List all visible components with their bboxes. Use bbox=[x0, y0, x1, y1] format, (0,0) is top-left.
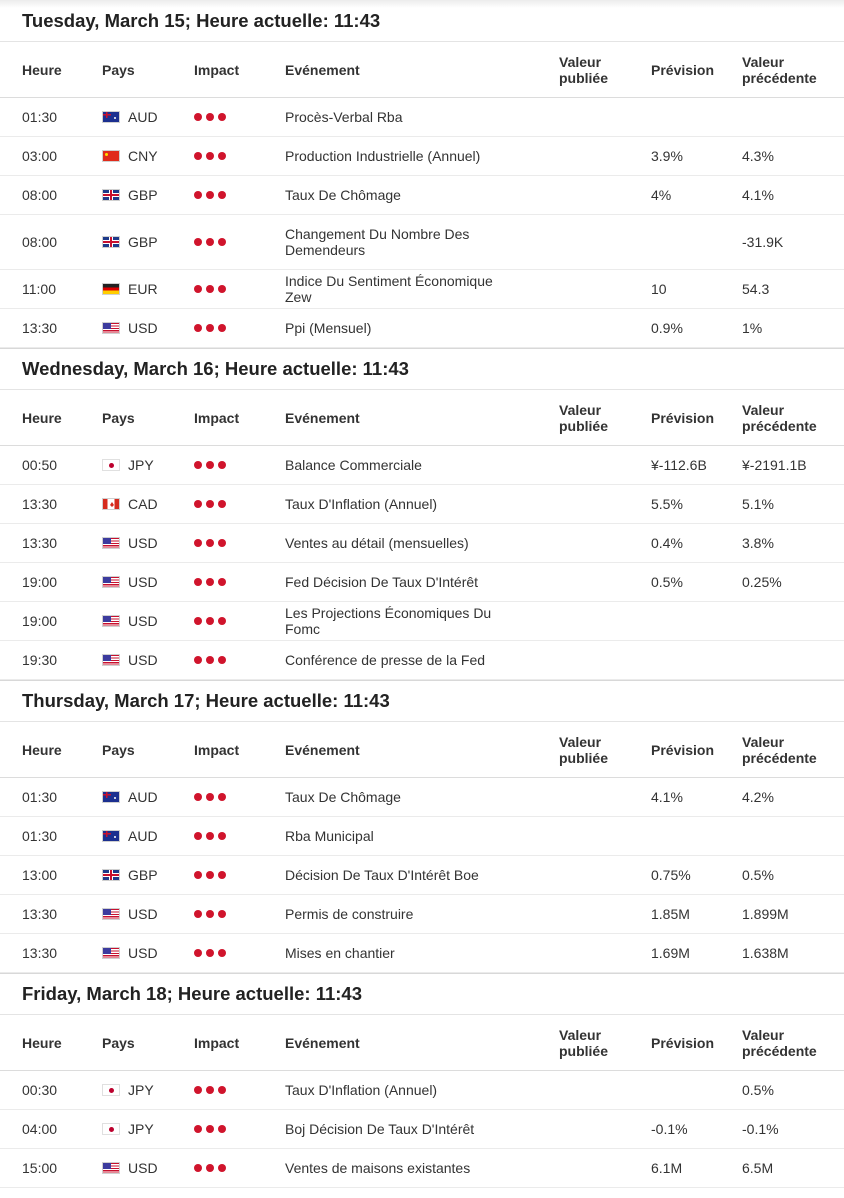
event-previous: 4.2% bbox=[742, 789, 774, 805]
event-time: 13:30 bbox=[22, 320, 58, 336]
col-forecast-header: Prévision bbox=[651, 741, 715, 758]
impact-dot-icon bbox=[218, 1125, 226, 1133]
event-row[interactable] bbox=[0, 485, 844, 524]
event-previous: 0.5% bbox=[742, 867, 774, 883]
impact-dot-icon bbox=[194, 949, 202, 957]
event-previous: 4.1% bbox=[742, 187, 774, 203]
impact-dot-icon bbox=[194, 500, 202, 508]
event-forecast: 4% bbox=[651, 187, 672, 203]
country-flag-icon bbox=[102, 791, 120, 803]
col-time-header: Heure bbox=[22, 409, 62, 426]
event-previous: ¥-2191.1B bbox=[742, 457, 807, 473]
impact-dot-icon bbox=[194, 539, 202, 547]
day-header: Tuesday, March 15; Heure actuelle: 11:43 bbox=[0, 0, 844, 42]
col-event-header: Evénement bbox=[285, 741, 360, 758]
impact-dot-icon bbox=[206, 461, 214, 469]
day-section bbox=[0, 680, 844, 973]
currency-code: GBP bbox=[128, 187, 158, 203]
event-row[interactable] bbox=[0, 1071, 844, 1110]
country-flag-icon bbox=[102, 1084, 120, 1096]
event-country bbox=[102, 1082, 154, 1098]
currency-code: USD bbox=[128, 652, 158, 668]
impact-dot-icon bbox=[206, 324, 214, 332]
impact-indicator bbox=[194, 191, 230, 199]
country-flag-icon bbox=[102, 654, 120, 666]
impact-dot-icon bbox=[218, 324, 226, 332]
impact-dot-icon bbox=[206, 871, 214, 879]
event-time: 04:00 bbox=[22, 1121, 58, 1137]
event-name[interactable]: Mises en chantier bbox=[285, 945, 395, 961]
event-row[interactable] bbox=[0, 817, 844, 856]
impact-dot-icon bbox=[218, 285, 226, 293]
country-flag-icon bbox=[102, 322, 120, 334]
event-previous: 0.25% bbox=[742, 574, 782, 590]
event-name[interactable]: Procès-Verbal Rba bbox=[285, 109, 403, 125]
event-name[interactable]: Taux De Chômage bbox=[285, 789, 401, 805]
event-row[interactable] bbox=[0, 895, 844, 934]
impact-dot-icon bbox=[194, 832, 202, 840]
currency-code: JPY bbox=[128, 1082, 154, 1098]
country-flag-icon bbox=[102, 189, 120, 201]
impact-dot-icon bbox=[194, 324, 202, 332]
event-name[interactable]: Les Projections Économiques Du Fomc bbox=[285, 605, 492, 637]
country-flag-icon bbox=[102, 537, 120, 549]
day-section bbox=[0, 973, 844, 1188]
impact-dot-icon bbox=[218, 832, 226, 840]
col-time-header: Heure bbox=[22, 1034, 62, 1051]
currency-code: EUR bbox=[128, 281, 158, 297]
col-actual-header: Valeur publiée bbox=[559, 53, 609, 86]
impact-dot-icon bbox=[194, 1164, 202, 1172]
event-country bbox=[102, 789, 158, 805]
event-rows bbox=[0, 446, 844, 680]
impact-indicator bbox=[194, 500, 230, 508]
event-time: 13:30 bbox=[22, 906, 58, 922]
impact-dot-icon bbox=[218, 500, 226, 508]
currency-code: USD bbox=[128, 320, 158, 336]
impact-indicator bbox=[194, 656, 230, 664]
country-flag-icon bbox=[102, 1162, 120, 1174]
currency-code: USD bbox=[128, 535, 158, 551]
col-event-header: Evénement bbox=[285, 409, 360, 426]
event-forecast: 1.85M bbox=[651, 906, 690, 922]
col-country-header: Pays bbox=[102, 61, 135, 78]
impact-dot-icon bbox=[194, 910, 202, 918]
country-flag-icon bbox=[102, 947, 120, 959]
day-header: Thursday, March 17; Heure actuelle: 11:43 bbox=[0, 680, 844, 722]
event-country bbox=[102, 652, 158, 668]
impact-indicator bbox=[194, 324, 230, 332]
event-country bbox=[102, 906, 158, 922]
currency-code: USD bbox=[128, 945, 158, 961]
event-row[interactable] bbox=[0, 137, 844, 176]
event-forecast: 3.9% bbox=[651, 148, 683, 164]
impact-dot-icon bbox=[218, 152, 226, 160]
event-country bbox=[102, 234, 158, 250]
country-flag-icon bbox=[102, 830, 120, 842]
currency-code: CNY bbox=[128, 148, 158, 164]
event-row[interactable] bbox=[0, 1110, 844, 1149]
impact-dot-icon bbox=[206, 539, 214, 547]
event-name[interactable]: Taux D'Inflation (Annuel) bbox=[285, 496, 438, 512]
event-forecast: 1.69M bbox=[651, 945, 690, 961]
event-rows bbox=[0, 778, 844, 973]
impact-dot-icon bbox=[218, 113, 226, 121]
currency-code: USD bbox=[128, 574, 158, 590]
event-previous: 1.638M bbox=[742, 945, 789, 961]
country-flag-icon bbox=[102, 283, 120, 295]
impact-dot-icon bbox=[206, 578, 214, 586]
col-impact-header: Impact bbox=[194, 1034, 240, 1051]
impact-dot-icon bbox=[194, 1125, 202, 1133]
event-row[interactable] bbox=[0, 778, 844, 817]
col-actual-header: Valeur publiée bbox=[559, 1026, 609, 1059]
impact-dot-icon bbox=[194, 656, 202, 664]
impact-indicator bbox=[194, 832, 230, 840]
currency-code: JPY bbox=[128, 1121, 154, 1137]
event-country bbox=[102, 1160, 158, 1176]
impact-dot-icon bbox=[218, 461, 226, 469]
impact-dot-icon bbox=[206, 285, 214, 293]
day-section bbox=[0, 0, 844, 348]
event-time: 19:00 bbox=[22, 613, 58, 629]
event-forecast: -0.1% bbox=[651, 1121, 688, 1137]
event-row[interactable] bbox=[0, 1149, 844, 1188]
event-time: 01:30 bbox=[22, 828, 58, 844]
event-name[interactable]: Production Industrielle (Annuel) bbox=[285, 148, 481, 164]
event-forecast: 10 bbox=[651, 281, 667, 297]
currency-code: GBP bbox=[128, 234, 158, 250]
impact-dot-icon bbox=[218, 539, 226, 547]
event-time: 08:00 bbox=[22, 234, 58, 250]
event-row[interactable] bbox=[0, 563, 844, 602]
col-actual-header: Valeur publiée bbox=[559, 733, 609, 766]
event-country bbox=[102, 1121, 154, 1137]
event-country bbox=[102, 281, 158, 297]
impact-indicator bbox=[194, 1086, 230, 1094]
impact-dot-icon bbox=[206, 617, 214, 625]
event-previous: 4.3% bbox=[742, 148, 774, 164]
event-previous: 1.899M bbox=[742, 906, 789, 922]
event-time: 00:50 bbox=[22, 457, 58, 473]
event-time: 03:00 bbox=[22, 148, 58, 164]
event-time: 13:30 bbox=[22, 945, 58, 961]
impact-dot-icon bbox=[206, 191, 214, 199]
impact-dot-icon bbox=[218, 1164, 226, 1172]
event-time: 13:00 bbox=[22, 867, 58, 883]
event-row[interactable] bbox=[0, 856, 844, 895]
column-header-row bbox=[0, 1015, 844, 1071]
event-name[interactable]: Fed Décision De Taux D'Intérêt bbox=[285, 574, 479, 590]
event-row[interactable] bbox=[0, 309, 844, 348]
event-country bbox=[102, 320, 158, 336]
impact-dot-icon bbox=[206, 910, 214, 918]
day-header: Wednesday, March 16; Heure actuelle: 11:43 bbox=[0, 348, 844, 390]
currency-code: AUD bbox=[128, 828, 158, 844]
event-previous: 0.5% bbox=[742, 1082, 774, 1098]
impact-dot-icon bbox=[194, 113, 202, 121]
impact-dot-icon bbox=[194, 285, 202, 293]
col-forecast-header: Prévision bbox=[651, 409, 715, 426]
event-forecast: 5.5% bbox=[651, 496, 683, 512]
impact-dot-icon bbox=[218, 949, 226, 957]
impact-indicator bbox=[194, 910, 230, 918]
event-time: 11:00 bbox=[22, 281, 56, 297]
col-event-header: Evénement bbox=[285, 61, 360, 78]
event-row[interactable] bbox=[0, 602, 844, 641]
impact-dot-icon bbox=[218, 578, 226, 586]
column-header-row bbox=[0, 390, 844, 446]
impact-dot-icon bbox=[194, 871, 202, 879]
impact-indicator bbox=[194, 113, 230, 121]
event-previous: 6.5M bbox=[742, 1160, 774, 1176]
currency-code: AUD bbox=[128, 109, 158, 125]
impact-dot-icon bbox=[206, 500, 214, 508]
impact-dot-icon bbox=[194, 578, 202, 586]
event-forecast: 6.1M bbox=[651, 1160, 683, 1176]
event-name[interactable]: Permis de construire bbox=[285, 906, 414, 922]
country-flag-icon bbox=[102, 150, 120, 162]
col-impact-header: Impact bbox=[194, 409, 240, 426]
impact-dot-icon bbox=[218, 1086, 226, 1094]
impact-dot-icon bbox=[218, 191, 226, 199]
impact-dot-icon bbox=[194, 238, 202, 246]
impact-indicator bbox=[194, 949, 230, 957]
event-forecast: 4.1% bbox=[651, 789, 683, 805]
currency-code: USD bbox=[128, 613, 158, 629]
event-country bbox=[102, 457, 154, 473]
event-previous: 54.3 bbox=[742, 281, 770, 297]
currency-code: GBP bbox=[128, 867, 158, 883]
country-flag-icon bbox=[102, 908, 120, 920]
event-row[interactable] bbox=[0, 270, 844, 309]
event-row[interactable] bbox=[0, 215, 844, 270]
event-forecast: 0.9% bbox=[651, 320, 683, 336]
col-time-header: Heure bbox=[22, 741, 62, 758]
event-name[interactable]: Taux D'Inflation (Annuel) bbox=[285, 1082, 438, 1098]
event-previous: 3.8% bbox=[742, 535, 774, 551]
country-flag-icon bbox=[102, 1123, 120, 1135]
event-previous: -31.9K bbox=[742, 234, 784, 250]
event-name[interactable]: Décision De Taux D'Intérêt Boe bbox=[285, 867, 479, 883]
col-country-header: Pays bbox=[102, 741, 135, 758]
impact-indicator bbox=[194, 152, 230, 160]
impact-indicator bbox=[194, 793, 230, 801]
event-row[interactable] bbox=[0, 98, 844, 137]
event-row[interactable] bbox=[0, 176, 844, 215]
col-forecast-header: Prévision bbox=[651, 61, 715, 78]
impact-dot-icon bbox=[194, 1086, 202, 1094]
col-country-header: Pays bbox=[102, 1034, 135, 1051]
country-flag-icon bbox=[102, 498, 120, 510]
impact-dot-icon bbox=[218, 238, 226, 246]
event-name[interactable]: Indice Du Sentiment Économique Zew bbox=[285, 273, 493, 305]
impact-dot-icon bbox=[218, 793, 226, 801]
impact-dot-icon bbox=[194, 152, 202, 160]
event-time: 19:00 bbox=[22, 574, 58, 590]
impact-dot-icon bbox=[206, 1086, 214, 1094]
event-forecast: 0.5% bbox=[651, 574, 683, 590]
day-section bbox=[0, 348, 844, 680]
event-name[interactable]: Rba Municipal bbox=[285, 828, 374, 844]
column-header-row bbox=[0, 722, 844, 778]
event-time: 01:30 bbox=[22, 109, 58, 125]
impact-dot-icon bbox=[194, 793, 202, 801]
event-name[interactable]: Taux De Chômage bbox=[285, 187, 401, 203]
impact-dot-icon bbox=[218, 910, 226, 918]
event-time: 15:00 bbox=[22, 1160, 58, 1176]
column-header-row bbox=[0, 42, 844, 98]
currency-code: USD bbox=[128, 906, 158, 922]
impact-dot-icon bbox=[206, 1164, 214, 1172]
currency-code: AUD bbox=[128, 789, 158, 805]
event-name[interactable]: Conférence de presse de la Fed bbox=[285, 652, 486, 668]
impact-indicator bbox=[194, 871, 230, 879]
col-actual-header: Valeur publiée bbox=[559, 401, 609, 434]
impact-dot-icon bbox=[206, 238, 214, 246]
impact-indicator bbox=[194, 1125, 230, 1133]
currency-code: CAD bbox=[128, 496, 158, 512]
event-row[interactable] bbox=[0, 446, 844, 485]
impact-dot-icon bbox=[206, 152, 214, 160]
impact-indicator bbox=[194, 617, 230, 625]
country-flag-icon bbox=[102, 869, 120, 881]
impact-dot-icon bbox=[206, 656, 214, 664]
event-name[interactable]: Boj Décision De Taux D'Intérêt bbox=[285, 1121, 475, 1137]
country-flag-icon bbox=[102, 111, 120, 123]
impact-dot-icon bbox=[206, 949, 214, 957]
event-time: 13:30 bbox=[22, 535, 58, 551]
event-name[interactable]: Ppi (Mensuel) bbox=[285, 320, 372, 336]
event-time: 19:30 bbox=[22, 652, 58, 668]
col-previous-header: Valeur précédente bbox=[742, 401, 817, 434]
event-row[interactable] bbox=[0, 524, 844, 563]
event-forecast: 0.75% bbox=[651, 867, 691, 883]
event-country bbox=[102, 945, 158, 961]
impact-indicator bbox=[194, 1164, 230, 1172]
impact-dot-icon bbox=[194, 461, 202, 469]
col-impact-header: Impact bbox=[194, 741, 240, 758]
impact-dot-icon bbox=[218, 656, 226, 664]
event-country bbox=[102, 496, 158, 512]
col-event-header: Evénement bbox=[285, 1034, 360, 1051]
event-country bbox=[102, 828, 158, 844]
country-flag-icon bbox=[102, 236, 120, 248]
event-name[interactable]: Ventes de maisons existantes bbox=[285, 1160, 471, 1176]
event-country bbox=[102, 574, 158, 590]
event-previous: 1% bbox=[742, 320, 763, 336]
col-previous-header: Valeur précédente bbox=[742, 1026, 817, 1059]
impact-dot-icon bbox=[206, 832, 214, 840]
impact-dot-icon bbox=[194, 617, 202, 625]
col-previous-header: Valeur précédente bbox=[742, 53, 817, 86]
event-name[interactable]: Ventes au détail (mensuelles) bbox=[285, 535, 469, 551]
impact-indicator bbox=[194, 539, 230, 547]
event-previous: -0.1% bbox=[742, 1121, 779, 1137]
event-forecast: ¥-112.6B bbox=[651, 457, 707, 473]
event-name[interactable]: Changement Du Nombre Des Demendeurs bbox=[285, 226, 470, 258]
impact-dot-icon bbox=[194, 191, 202, 199]
event-time: 01:30 bbox=[22, 789, 58, 805]
impact-indicator bbox=[194, 285, 230, 293]
event-time: 00:30 bbox=[22, 1082, 58, 1098]
day-header: Friday, March 18; Heure actuelle: 11:43 bbox=[0, 973, 844, 1015]
event-rows bbox=[0, 98, 844, 348]
col-impact-header: Impact bbox=[194, 61, 240, 78]
event-country bbox=[102, 613, 158, 629]
event-country bbox=[102, 535, 158, 551]
event-country bbox=[102, 109, 158, 125]
impact-dot-icon bbox=[206, 1125, 214, 1133]
event-country bbox=[102, 187, 158, 203]
event-name[interactable]: Balance Commerciale bbox=[285, 457, 422, 473]
impact-dot-icon bbox=[218, 617, 226, 625]
impact-dot-icon bbox=[206, 793, 214, 801]
currency-code: JPY bbox=[128, 457, 154, 473]
country-flag-icon bbox=[102, 615, 120, 627]
country-flag-icon bbox=[102, 576, 120, 588]
impact-dot-icon bbox=[206, 113, 214, 121]
col-time-header: Heure bbox=[22, 61, 62, 78]
event-time: 13:30 bbox=[22, 496, 58, 512]
impact-indicator bbox=[194, 461, 230, 469]
country-flag-icon bbox=[102, 459, 120, 471]
col-forecast-header: Prévision bbox=[651, 1034, 715, 1051]
event-time: 08:00 bbox=[22, 187, 58, 203]
event-previous: 5.1% bbox=[742, 496, 774, 512]
event-rows bbox=[0, 1071, 844, 1188]
event-forecast: 0.4% bbox=[651, 535, 683, 551]
col-previous-header: Valeur précédente bbox=[742, 733, 817, 766]
impact-dot-icon bbox=[218, 871, 226, 879]
impact-indicator bbox=[194, 578, 230, 586]
currency-code: USD bbox=[128, 1160, 158, 1176]
col-country-header: Pays bbox=[102, 409, 135, 426]
impact-indicator bbox=[194, 238, 230, 246]
event-row[interactable] bbox=[0, 641, 844, 680]
event-row[interactable] bbox=[0, 934, 844, 973]
event-country bbox=[102, 148, 158, 164]
event-country bbox=[102, 867, 158, 883]
